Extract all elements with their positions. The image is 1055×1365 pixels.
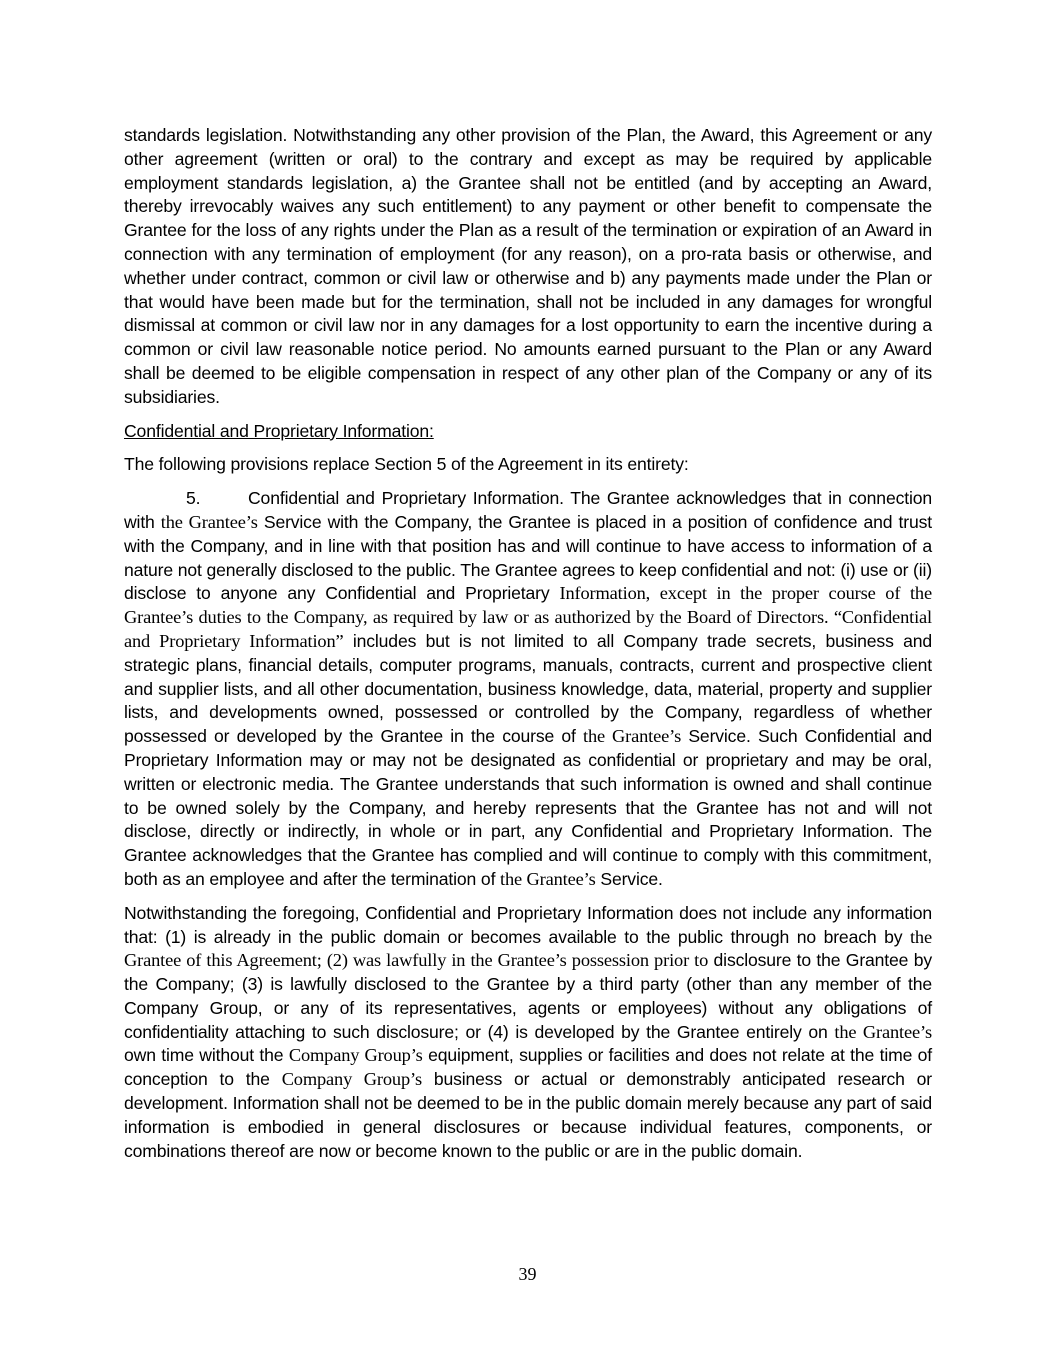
paragraph-employment-standards: standards legislation. Notwithstanding any other provision of the Plan, the Award, this Agreement or any other agreement (written or oral) to the contrary and except as may be required by applicable employment standards legislation, a) the Grantee shall not be entitled (and by accepting an Award, thereby irrevocably waives any such entitlement) to any payment or other benefit to compensate the Grantee for the loss of any rights under the Plan as a result of the termination or expiration of an Award in connection with any termination of employment (for any reason), on a pro-rata basis or otherwise, and whether under contract, common or civil law or otherwise and b) any payments made under the Plan or that would have been made but for the termination, shall not be included in any damages for wrongful dismissal at common or civil law nor in any damages for a lost opportunity to earn the incentive during a common or civil law reasonable notice period. No amounts earned pursuant to the Plan or any Award shall be deemed to be eligible compensation in respect of any other plan of the Company or any of its subsidiaries.: [124, 125, 932, 407]
notwithstanding-text-4: the Grantee’s: [834, 1021, 932, 1042]
paragraph-section-5: [124, 487, 932, 892]
section-text-1: Confidential and Proprietary Information. The Grantee acknowledges that in connection with: [124, 488, 932, 532]
section-text-7: Service. Such Confidential and Proprietary Information may or may not be designated as confidential or proprietary and may be oral, written or electronic media. The Grantee understands that such information is owned and shall continue to be owned solely by the Company, and hereby represents that the Grantee has not and will not disclose, directly or indirectly, in whole or in part, any Confidential and Proprietary Information. The Grantee acknowledges that the Grantee has complied and will continue to comply with this commitment, both as an employee and after the termination of: [124, 726, 932, 889]
section-text-5: includes but is not limited to all Company trade secrets, business and strategic plans, financial details, computer programs, manuals, contracts, current and prospective client and supplier lists, and all other documentation, business knowledge, data, material, property and supplier lists, and developments owned, possessed or controlled by the Company, regardless of whether possessed or developed by the Grantee in the course of: [124, 630, 932, 747]
notwithstanding-text-7: equipment, supplies or facilities and does not relate at the time of conception to the: [124, 1045, 933, 1090]
section-text-6: the Grantee’s: [582, 726, 682, 747]
notwithstanding-text-6: Company Group’s: [288, 1045, 423, 1066]
section-number: 5.: [186, 488, 201, 509]
notwithstanding-text-1: Notwithstanding the foregoing, Confidential and Proprietary Information does not include any information that: (1) is already in the public domain or becomes available to the public through no breach by: [124, 902, 932, 947]
notwithstanding-text-9: business or actual or demonstrably anticipated research or development. Information shall not be deemed to be in the public domain merely because any part of said information is embodied in general disclosures or because individual features, components, or combinations thereof are now or become known to the public or are in the public domain.: [124, 1069, 932, 1161]
document-page: [124, 124, 932, 1173]
notwithstanding-text-8: Company Group’s: [281, 1069, 422, 1090]
paragraph-notwithstanding: [124, 902, 932, 1164]
section-text-3: Service with the Company, the Grantee is placed in a position of confidence and trust with the Company, and in line with that position has and will continue to have access to information of a nature not generally disclosed to the public. The Grantee agrees to keep confidential and not: (i) use or (ii) disclose to anyone any Confidential and Proprietary: [124, 511, 932, 604]
notwithstanding-text-3: disclosure to the Grantee by the Company; (3) is lawfully disclosed to the Grantee by a third party (other than any member of the Company Group, or any of its representatives, agents or employees) without any obligations of confidentiality attaching to such disclosure; or (4) is developed by the Grantee entirely on: [124, 950, 932, 1042]
section-heading: Confidential and Proprietary Information:: [124, 420, 434, 441]
section-text-9: Service.: [595, 868, 663, 889]
section-text-4: Information, except in the proper course of the Grantee’s duties to the Company, as required by law or as authorized by the Board of Directors. “Confidential and Proprietary Information”: [124, 583, 932, 651]
section-text-2: the Grantee’s: [160, 511, 258, 532]
notwithstanding-text-5: own time without the: [124, 1045, 289, 1066]
section-text-8: the Grantee’s: [500, 868, 596, 889]
page-number: 39: [518, 1264, 537, 1284]
notwithstanding-text-2: the Grantee of this Agreement; (2) was lawfully in the Grantee’s possession prior to: [124, 926, 932, 971]
paragraph-intro: The following provisions replace Section 5 of the Agreement in its entirety:: [124, 454, 689, 475]
